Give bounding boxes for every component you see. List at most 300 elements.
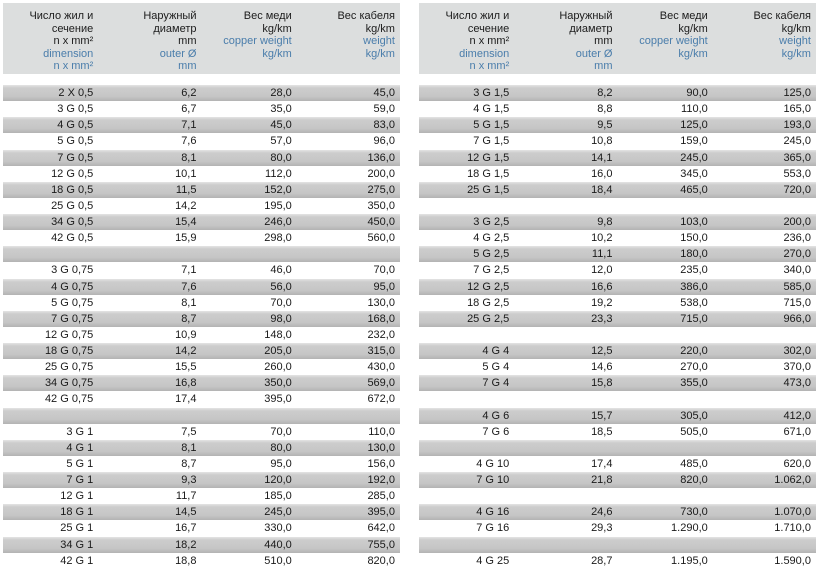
table-row <box>3 198 400 214</box>
header-line-ru: диаметр <box>153 22 197 35</box>
cell-outer-diameter: 9,5 <box>597 119 613 132</box>
cell-outer-diameter <box>98 408 201 424</box>
cell-copper-weight: 465,0 <box>680 183 708 196</box>
header-line-ru: Наружный <box>143 10 197 22</box>
cell-copper-weight: 440,0 <box>264 538 292 551</box>
cell-cable-weight: 302,0 <box>783 345 811 357</box>
table-row <box>419 166 816 182</box>
cell-cable-weight: 130,0 <box>367 296 395 309</box>
cell-dimension: 25 G 2,5 <box>467 312 510 325</box>
table-row <box>3 391 400 407</box>
cell-dimension: 7 G 10 <box>476 474 510 486</box>
cell-outer-diameter: 28,7 <box>591 554 613 567</box>
cell-dimension: 18 G 0,75 <box>44 345 94 357</box>
cell-dimension: 7 G 0,75 <box>51 312 94 325</box>
cell-cable-weight: 1.710,0 <box>774 522 811 535</box>
cell-copper-weight: 205,0 <box>264 345 292 357</box>
header-line-ru: kg/km <box>678 22 708 35</box>
cell-dimension: 25 G 0,75 <box>44 361 94 374</box>
cell-outer-diameter: 15,9 <box>175 232 197 245</box>
cell-copper-weight: 538,0 <box>680 296 708 309</box>
cell-copper-weight: 510,0 <box>264 554 292 567</box>
cell-outer-diameter: 16,8 <box>175 377 197 390</box>
cell-dimension: 7 G 4 <box>482 377 510 390</box>
cell-outer-diameter: 21,8 <box>591 474 613 486</box>
cell-copper-weight: 70,0 <box>270 425 292 438</box>
cell-cable-weight: 70,0 <box>373 264 395 277</box>
table-row <box>3 375 400 391</box>
cell-outer-diameter: 6,7 <box>181 103 197 116</box>
cell-cable-weight: 165,0 <box>783 103 811 116</box>
table-row <box>419 504 816 520</box>
header-line-ru: n x mm² <box>53 35 94 48</box>
cell-outer-diameter: 10,2 <box>591 232 613 245</box>
cell-cable-weight: 553,0 <box>783 167 811 180</box>
table-row <box>3 295 400 311</box>
cell-outer-diameter: 9,3 <box>181 474 197 486</box>
cell-cable-weight: 232,0 <box>367 328 395 341</box>
table-row <box>3 440 400 456</box>
table-row <box>419 262 816 278</box>
header-line-en: mm <box>178 60 197 73</box>
cell-cable-weight: 125,0 <box>783 87 811 99</box>
cell-outer-diameter: 17,4 <box>591 457 613 470</box>
cell-copper-weight: 45,0 <box>270 119 292 132</box>
cell-outer-diameter: 15,4 <box>175 216 197 228</box>
cell-dimension: 7 G 1 <box>66 474 94 486</box>
cell-copper-weight: 195,0 <box>264 199 292 212</box>
table-row <box>3 262 400 278</box>
cell-cable-weight <box>713 391 816 407</box>
table-row <box>419 311 816 327</box>
cell-cable-weight: 450,0 <box>367 216 395 228</box>
cell-cable-weight: 285,0 <box>367 490 395 503</box>
cell-copper-weight: 110,0 <box>681 103 708 116</box>
cell-copper-weight: 345,0 <box>680 167 708 180</box>
table-row <box>419 117 816 133</box>
table-row <box>419 279 816 295</box>
table-row <box>419 214 816 230</box>
cell-dimension: 25 G 0,5 <box>51 199 94 212</box>
cell-cable-weight: 136,0 <box>367 151 395 164</box>
cell-copper-weight: 245,0 <box>264 506 292 519</box>
cell-cable-weight: 585,0 <box>783 280 811 293</box>
header-line-ru: mm <box>178 35 197 48</box>
cell-cable-weight: 45,0 <box>373 87 395 99</box>
cell-dimension: 4 G 1,5 <box>473 103 510 116</box>
cell-dimension: 3 G 2,5 <box>473 216 510 228</box>
cell-copper-weight: 1.290,0 <box>671 522 708 535</box>
cell-outer-diameter: 15,8 <box>591 377 613 390</box>
column-header-cable-weight <box>297 10 400 74</box>
table-row <box>3 359 400 375</box>
header-line-ru: Вес меди <box>243 10 292 22</box>
cell-copper-weight <box>201 408 296 424</box>
cell-dimension: 5 G 0,5 <box>57 135 94 148</box>
cell-outer-diameter: 12,0 <box>591 264 613 277</box>
cell-cable-weight: 110,0 <box>368 425 395 438</box>
table-row <box>3 230 400 246</box>
cell-cable-weight: 671,0 <box>783 425 811 438</box>
cable-table-right <box>419 3 816 567</box>
cell-outer-diameter <box>98 246 201 262</box>
cell-copper-weight: 715,0 <box>680 312 708 325</box>
cell-outer-diameter: 19,2 <box>591 296 613 309</box>
cell-cable-weight: 193,0 <box>783 119 811 132</box>
cell-cable-weight <box>713 327 816 343</box>
cell-dimension: 4 G 16 <box>476 506 510 519</box>
cell-dimension: 12 G 1,5 <box>467 151 510 164</box>
cell-dimension: 25 G 1,5 <box>467 183 510 196</box>
cell-copper-weight <box>201 246 296 262</box>
cell-outer-diameter: 14,6 <box>591 361 613 374</box>
cell-outer-diameter <box>514 440 617 456</box>
table-body <box>419 85 816 569</box>
separator-row <box>419 198 816 214</box>
cell-outer-diameter <box>514 537 617 553</box>
cell-dimension: 5 G 1 <box>66 457 94 470</box>
cell-copper-weight <box>617 198 712 214</box>
cable-table-left <box>3 3 400 567</box>
header-line-en: outer Ø <box>575 47 613 60</box>
cell-copper-weight: 185,0 <box>264 490 292 503</box>
cell-copper-weight: 28,0 <box>270 87 292 99</box>
cell-outer-diameter: 18,2 <box>175 538 197 551</box>
cell-cable-weight: 83,0 <box>373 119 395 132</box>
cell-dimension: 42 G 0,75 <box>44 393 94 406</box>
cell-dimension: 4 G 0,5 <box>57 119 94 132</box>
cell-dimension <box>419 327 514 343</box>
cell-copper-weight: 152,0 <box>264 183 292 196</box>
cell-dimension: 4 G 25 <box>476 554 510 567</box>
cell-cable-weight: 1.070,0 <box>774 506 811 519</box>
cell-dimension: 42 G 1 <box>60 554 94 567</box>
cell-cable-weight <box>297 408 400 424</box>
header-line-en: kg/km <box>678 47 708 60</box>
cell-cable-weight: 156,0 <box>367 457 395 470</box>
header-line-en: kg/km <box>262 47 292 60</box>
cell-copper-weight: 246,0 <box>264 216 292 228</box>
header-line-ru: Число жил и <box>445 10 510 22</box>
cell-copper-weight: 90,0 <box>686 87 708 99</box>
table-header <box>3 3 400 74</box>
table-row <box>3 488 400 504</box>
cell-copper-weight: 820,0 <box>680 474 708 486</box>
table-row <box>3 311 400 327</box>
table-row <box>419 343 816 359</box>
cell-cable-weight: 672,0 <box>367 393 395 406</box>
cell-dimension: 7 G 2,5 <box>473 264 510 277</box>
table-row <box>419 133 816 149</box>
cell-dimension <box>419 198 514 214</box>
cell-outer-diameter: 14,5 <box>175 506 197 519</box>
header-line-en: copper weight <box>223 35 292 48</box>
cell-outer-diameter: 24,6 <box>591 506 613 519</box>
cell-dimension: 34 G 0,75 <box>44 377 94 390</box>
cell-outer-diameter: 8,8 <box>597 103 613 116</box>
cell-copper-weight: 220,0 <box>680 345 708 357</box>
cell-dimension: 2 X 0,5 <box>58 87 94 99</box>
cell-dimension: 7 G 6 <box>482 425 510 438</box>
table-row <box>419 101 816 117</box>
header-line-en: outer Ø <box>159 47 197 60</box>
cell-copper-weight: 260,0 <box>264 361 292 374</box>
cell-dimension <box>419 440 514 456</box>
table-row <box>419 295 816 311</box>
cell-outer-diameter: 7,6 <box>181 135 197 148</box>
column-header-cable-weight <box>713 10 816 74</box>
cell-outer-diameter: 16,0 <box>591 167 613 180</box>
cell-dimension: 4 G 6 <box>482 409 510 422</box>
cell-outer-diameter: 10,9 <box>175 328 197 341</box>
cell-copper-weight: 355,0 <box>680 377 708 390</box>
header-line-ru: сечение <box>51 22 94 35</box>
separator-row <box>419 327 816 343</box>
cell-cable-weight: 820,0 <box>367 554 395 567</box>
column-header-copper-weight <box>201 10 296 74</box>
cell-cable-weight: 340,0 <box>783 264 811 277</box>
cell-outer-diameter: 7,1 <box>181 264 197 277</box>
column-header-dimension <box>419 10 514 74</box>
cell-copper-weight <box>617 537 712 553</box>
cell-copper-weight: 70,0 <box>270 296 292 309</box>
cell-copper-weight: 350,0 <box>264 377 292 390</box>
cell-cable-weight: 966,0 <box>783 312 811 325</box>
column-header-dimension <box>3 10 98 74</box>
cell-copper-weight <box>617 391 712 407</box>
table-row <box>419 553 816 569</box>
header-line-en: mm <box>594 60 613 73</box>
cell-outer-diameter: 18,8 <box>175 554 197 567</box>
cell-outer-diameter: 16,6 <box>591 280 613 293</box>
cell-outer-diameter: 8,1 <box>181 296 197 309</box>
cell-copper-weight: 150,0 <box>680 232 708 245</box>
table-row <box>419 359 816 375</box>
header-line-ru: сечение <box>467 22 510 35</box>
table-row <box>3 537 400 553</box>
header-line-en: kg/km <box>781 47 811 60</box>
cell-outer-diameter: 9,8 <box>597 216 613 228</box>
table-row <box>3 133 400 149</box>
cell-outer-diameter: 8,2 <box>597 87 613 99</box>
cell-dimension: 12 G 0,75 <box>44 328 94 341</box>
cell-outer-diameter: 18,5 <box>591 425 613 438</box>
cell-dimension <box>419 391 514 407</box>
cell-outer-diameter: 29,3 <box>591 522 613 535</box>
separator-row <box>3 408 400 424</box>
table-row <box>3 279 400 295</box>
cell-copper-weight: 485,0 <box>680 457 708 470</box>
cell-cable-weight: 755,0 <box>367 538 395 551</box>
cell-outer-diameter: 8,1 <box>181 441 197 454</box>
cell-outer-diameter: 11,1 <box>591 248 613 261</box>
column-header-outer-diameter <box>98 10 201 74</box>
cell-dimension: 7 G 16 <box>476 522 510 535</box>
cell-dimension <box>419 488 514 504</box>
cell-cable-weight: 245,0 <box>783 135 811 148</box>
cell-cable-weight: 270,0 <box>783 248 811 261</box>
header-line-ru: mm <box>594 35 613 48</box>
cell-copper-weight: 98,0 <box>270 312 292 325</box>
cell-cable-weight: 130,0 <box>367 441 395 454</box>
cell-outer-diameter <box>514 488 617 504</box>
cell-cable-weight: 350,0 <box>367 199 395 212</box>
table-row <box>3 85 400 101</box>
cell-copper-weight: 80,0 <box>270 441 292 454</box>
header-line-ru: Вес кабеля <box>337 10 395 22</box>
cell-cable-weight: 200,0 <box>367 167 395 180</box>
header-line-en: dimension <box>459 47 510 60</box>
cell-dimension: 25 G 1 <box>60 522 94 535</box>
table-body <box>3 85 400 569</box>
table-row <box>419 456 816 472</box>
cell-outer-diameter: 10,8 <box>591 135 613 148</box>
cell-dimension: 3 G 1 <box>66 425 94 438</box>
cell-copper-weight <box>617 440 712 456</box>
table-header <box>419 3 816 74</box>
header-line-ru: n x mm² <box>469 35 510 48</box>
cell-copper-weight: 159,0 <box>680 135 708 148</box>
cell-cable-weight <box>713 440 816 456</box>
cell-dimension: 3 G 0,5 <box>57 103 94 116</box>
cell-outer-diameter: 15,5 <box>175 361 197 374</box>
cell-cable-weight: 192,0 <box>367 474 395 486</box>
column-header-copper-weight <box>617 10 712 74</box>
header-line-ru: Вес меди <box>659 10 708 22</box>
table-row <box>3 520 400 536</box>
cell-outer-diameter: 16,7 <box>175 522 197 535</box>
cell-copper-weight <box>617 327 712 343</box>
cell-cable-weight: 569,0 <box>367 377 395 390</box>
cell-copper-weight: 330,0 <box>264 522 292 535</box>
cell-dimension: 7 G 0,5 <box>57 151 94 164</box>
table-row <box>419 375 816 391</box>
cell-outer-diameter: 12,5 <box>591 345 613 357</box>
header-line-ru: kg/km <box>262 22 292 35</box>
header-line-ru: Число жил и <box>29 10 94 22</box>
cell-cable-weight: 59,0 <box>373 103 395 116</box>
table-row <box>3 101 400 117</box>
header-line-ru: kg/km <box>781 22 811 35</box>
cell-copper-weight: 148,0 <box>264 328 292 341</box>
cell-dimension: 18 G 1 <box>60 506 94 519</box>
header-line-ru: Наружный <box>559 10 613 22</box>
separator-row <box>419 391 816 407</box>
cell-cable-weight: 412,0 <box>783 409 811 422</box>
cell-copper-weight: 56,0 <box>270 280 292 293</box>
cell-outer-diameter: 23,3 <box>591 312 613 325</box>
cell-cable-weight <box>713 488 816 504</box>
separator-row <box>419 488 816 504</box>
table-row <box>3 327 400 343</box>
cell-dimension: 4 G 10 <box>476 457 510 470</box>
cell-dimension: 3 G 0,75 <box>51 264 94 277</box>
cell-outer-diameter <box>514 198 617 214</box>
cell-cable-weight <box>297 246 400 262</box>
cell-copper-weight: 80,0 <box>270 151 292 164</box>
cell-cable-weight: 95,0 <box>373 280 395 293</box>
cell-dimension: 4 G 2,5 <box>473 232 510 245</box>
cell-cable-weight: 720,0 <box>783 183 811 196</box>
cell-copper-weight: 245,0 <box>680 151 708 164</box>
cell-cable-weight: 365,0 <box>783 151 811 164</box>
table-row <box>419 424 816 440</box>
table-row <box>3 117 400 133</box>
cell-outer-diameter: 6,2 <box>181 87 197 99</box>
header-line-ru: Вес кабеля <box>753 10 811 22</box>
cell-dimension: 3 G 1,5 <box>473 87 510 99</box>
cell-outer-diameter <box>514 327 617 343</box>
cell-dimension: 34 G 1 <box>60 538 94 551</box>
header-line-ru: kg/km <box>365 22 395 35</box>
cell-cable-weight: 642,0 <box>367 522 395 535</box>
cell-copper-weight: 112,0 <box>265 167 292 180</box>
cell-dimension <box>419 537 514 553</box>
cell-outer-diameter: 7,6 <box>181 280 197 293</box>
cell-cable-weight: 715,0 <box>783 296 811 309</box>
table-row <box>419 408 816 424</box>
cell-dimension: 18 G 0,5 <box>51 183 94 196</box>
cell-cable-weight <box>713 198 816 214</box>
separator-row <box>419 537 816 553</box>
cell-dimension: 5 G 4 <box>482 361 510 374</box>
cell-copper-weight: 235,0 <box>680 264 708 277</box>
cell-cable-weight: 275,0 <box>367 183 395 196</box>
header-line-ru: диаметр <box>569 22 613 35</box>
cell-cable-weight: 1.062,0 <box>774 474 811 486</box>
cell-outer-diameter: 8,7 <box>181 312 197 325</box>
cell-cable-weight: 1.590,0 <box>774 554 811 567</box>
cell-copper-weight: 95,0 <box>270 457 292 470</box>
header-line-en: weight <box>779 35 811 48</box>
table-row <box>419 182 816 198</box>
cell-dimension: 7 G 1,5 <box>473 135 510 148</box>
cell-cable-weight <box>713 537 816 553</box>
table-row <box>3 504 400 520</box>
cell-copper-weight: 35,0 <box>270 103 292 116</box>
table-row <box>3 456 400 472</box>
cell-dimension: 42 G 0,5 <box>51 232 94 245</box>
cell-outer-diameter: 11,7 <box>175 490 197 503</box>
cell-copper-weight: 46,0 <box>270 264 292 277</box>
cell-copper-weight: 386,0 <box>680 280 708 293</box>
table-row <box>3 182 400 198</box>
cell-outer-diameter <box>514 391 617 407</box>
table-row <box>419 230 816 246</box>
header-line-en: n x mm² <box>53 60 94 73</box>
cell-dimension: 34 G 0,5 <box>51 216 94 228</box>
cell-copper-weight: 57,0 <box>270 135 292 148</box>
cell-cable-weight: 315,0 <box>367 345 395 357</box>
cell-copper-weight: 125,0 <box>680 119 708 132</box>
cell-dimension: 4 G 4 <box>482 345 510 357</box>
header-line-en: dimension <box>43 47 94 60</box>
cell-dimension: 12 G 0,5 <box>51 167 94 180</box>
table-row <box>419 472 816 488</box>
header-line-en: copper weight <box>639 35 708 48</box>
cell-copper-weight: 505,0 <box>680 425 708 438</box>
cell-dimension: 18 G 1,5 <box>467 167 510 180</box>
cell-outer-diameter: 7,1 <box>181 119 197 132</box>
cell-dimension: 4 G 1 <box>66 441 94 454</box>
table-row <box>419 520 816 536</box>
cell-dimension: 5 G 2,5 <box>473 248 510 261</box>
cell-outer-diameter: 17,4 <box>175 393 197 406</box>
header-line-en: kg/km <box>365 47 395 60</box>
cell-copper-weight: 305,0 <box>680 409 708 422</box>
cell-cable-weight: 236,0 <box>783 232 811 245</box>
cell-outer-diameter: 10,1 <box>175 167 197 180</box>
